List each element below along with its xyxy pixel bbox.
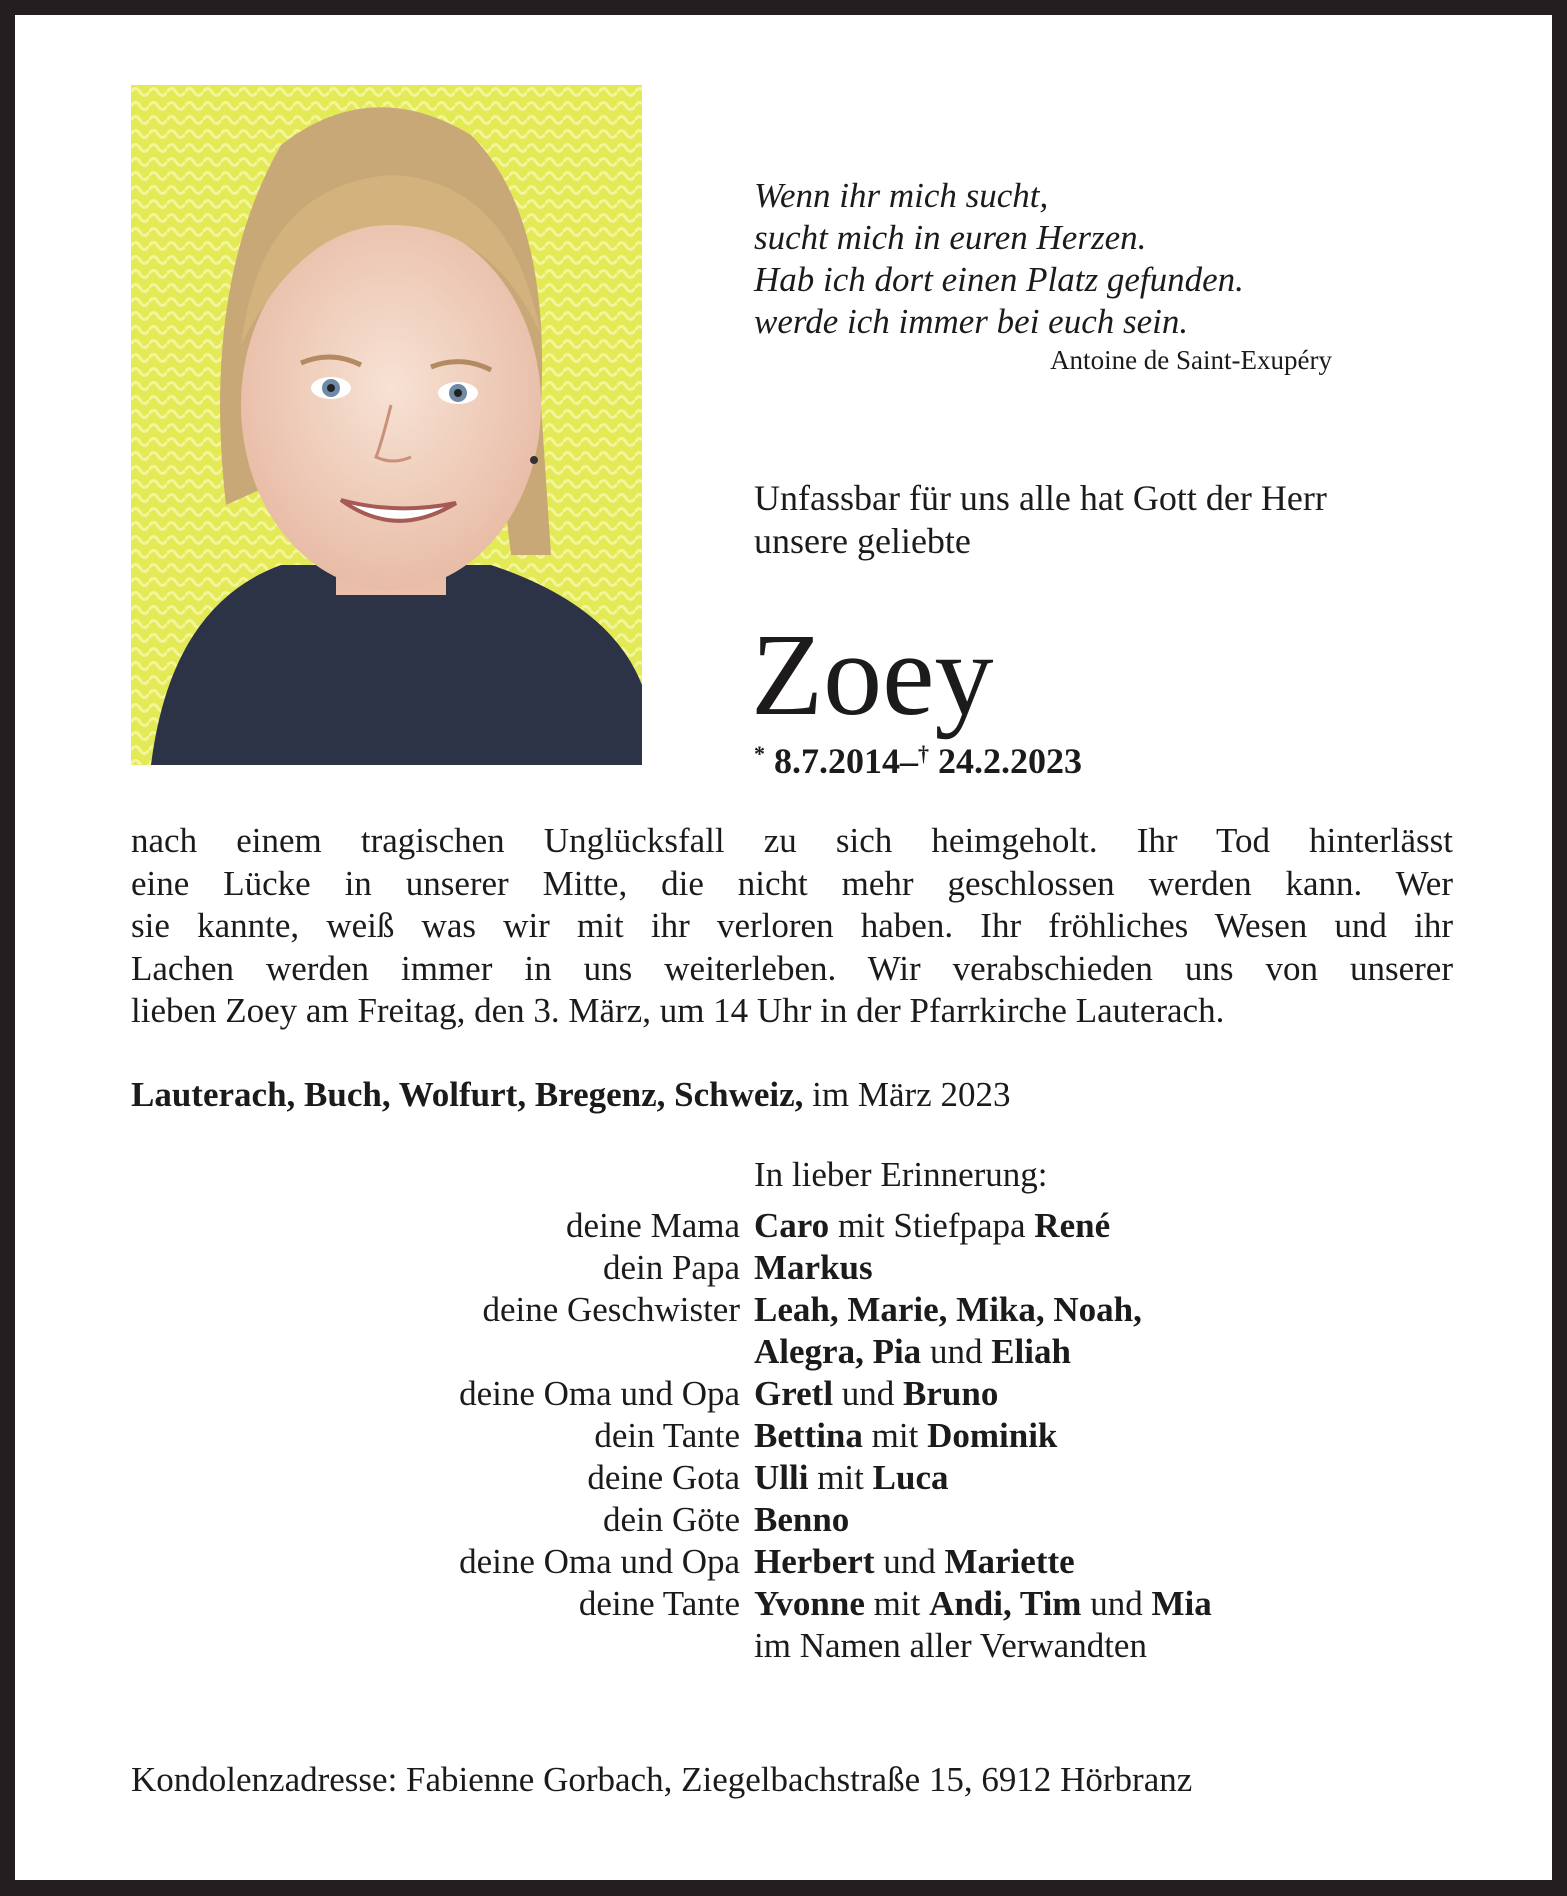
relative-row [15,1499,1552,1541]
relative-name: Gretl [754,1374,834,1413]
intro-line: unsere geliebte [754,521,971,561]
relative-name: Bettina [754,1416,863,1455]
relation-label: dein Papa [602,1248,740,1287]
relative-name: Benno [754,1500,850,1539]
deceased-name: Zoey [751,609,994,740]
relative-names [754,1205,1110,1247]
paragraph-line: Lachen werden immer in uns weiterleben. Wir verabschieden uns von unserer [131,948,1453,988]
relative-name: Leah, Marie, Mika, Noah, [754,1290,1142,1329]
relative-names [754,1331,1071,1373]
connector-text: mit [864,1584,930,1623]
life-dates [754,740,1082,782]
birth-symbol: * [754,741,765,766]
paragraph-line: sie kannte, weiß was wir mit ihr verloren haben. Ihr fröhliches Wesen und ihr [131,906,1453,945]
relative-name: Yvonne [754,1584,865,1623]
date-separator: – [900,741,918,781]
paragraph-line: eine Lücke in unserer Mitte, die nicht mehr geschlossen werden kann. Wer [131,863,1453,903]
connector-text: und [833,1374,904,1413]
place-date: im März 2023 [803,1075,1011,1114]
relative-names [754,1457,949,1499]
relative-names [754,1289,1142,1331]
relative-name: Bruno [903,1374,999,1413]
relation-label: deine Mama [566,1206,740,1245]
relative-row [15,1625,1552,1667]
relative-name: Ulli [754,1458,809,1497]
relation-label: dein Göte [602,1500,740,1539]
relative-name: René [1034,1206,1111,1245]
relative-names [754,1625,1147,1667]
relative-row [15,1247,1552,1289]
relative-names [754,1373,998,1415]
relative-name: Andi, Tim [929,1584,1082,1623]
poem-line: werde ich immer bei euch sein. [754,302,1189,341]
places: Lauterach, Buch, Wolfurt, Bregenz, Schweiz, [131,1075,804,1114]
relative-name: Eliah [991,1332,1071,1371]
relation-label: deine Gota [587,1458,740,1497]
relative-name: Caro [754,1206,830,1245]
relative-name: Mariette [944,1542,1075,1581]
relative-row [15,1289,1552,1331]
connector-text: und [874,1542,945,1581]
death-date: 24.2.2023 [938,741,1082,781]
relative-name: Mia [1151,1584,1212,1623]
relative-name: Alegra, Pia [754,1332,922,1371]
connector-text: und [921,1332,992,1371]
relation-label: deine Oma und Opa [459,1542,740,1581]
relation-label: dein Tante [594,1416,740,1455]
relative-name: Luca [872,1458,949,1497]
relative-row [15,1415,1552,1457]
relative-names [754,1499,849,1541]
birth-date: 8.7.2014 [774,741,900,781]
relative-row [15,1205,1552,1247]
poem-line: Hab ich dort einen Platz gefunden. [754,260,1244,299]
relation-label: deine Oma und Opa [459,1374,740,1413]
poem-quote [754,175,1244,343]
intro-text [754,477,1327,563]
death-symbol: † [918,741,929,766]
connector-text: und [1081,1584,1152,1623]
relative-names [754,1415,1057,1457]
relative-names [754,1583,1212,1625]
relative-row [15,1541,1552,1583]
relative-names [754,1541,1075,1583]
relative-name: Herbert [754,1542,875,1581]
poem-line: Wenn ihr mich sucht, [754,176,1049,215]
relative-name: Markus [754,1248,873,1287]
connector-text: mit [808,1458,873,1497]
paragraph-line: lieben Zoey am Freitag, den 3. März, um 14 Uhr in der Pfarrkirche Lauterach. [131,991,1225,1030]
places-line [131,1075,1010,1115]
memory-heading: In lieber Erinnerung: [754,1155,1048,1194]
quote-author: Antoine de Saint-Exupéry [1050,345,1332,375]
connector-text: mit Stiefpapa [829,1206,1035,1245]
announcement-paragraph [131,820,1453,1033]
relative-row [15,1373,1552,1415]
connector-text: im Namen aller Verwandten [754,1626,1147,1665]
relative-row [15,1331,1552,1373]
condolence-address: Kondolenzadresse: Fabienne Gorbach, Ziegelbachstraße 15, 6912 Hörbranz [131,1760,1193,1799]
relation-label: deine Geschwister [482,1290,740,1329]
paragraph-line: nach einem tragischen Unglücksfall zu sich heimgeholt. Ihr Tod hinterlässt [131,821,1453,860]
intro-line: Unfassbar für uns alle hat Gott der Herr [754,478,1327,518]
relative-names [754,1247,873,1289]
portrait-photo [131,85,642,765]
relation-label: deine Tante [578,1584,740,1623]
poem-line: sucht mich in euren Herzen. [754,218,1147,257]
relative-row [15,1457,1552,1499]
obituary-page [15,15,1552,1880]
relative-row [15,1583,1552,1625]
relative-name: Dominik [927,1416,1058,1455]
connector-text: mit [862,1416,928,1455]
